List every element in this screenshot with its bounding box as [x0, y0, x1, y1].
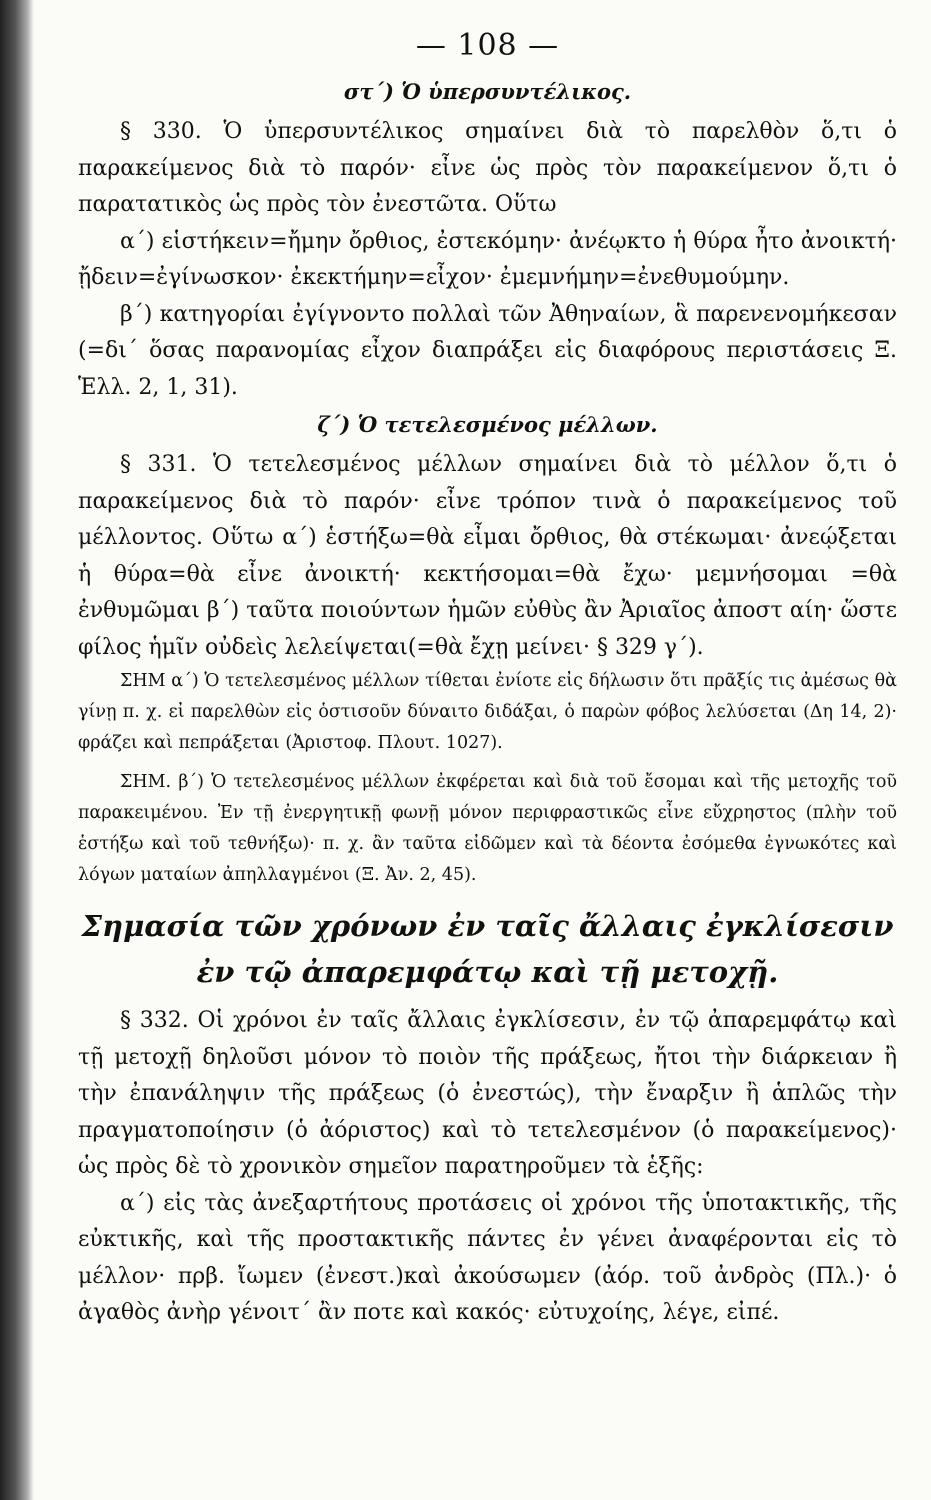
note-alpha: ΣΗΜ α΄) Ὁ τετελεσμένος μέλλων τίθεται ἐνίοτε εἰς δήλωσιν ὅτι πρᾶξίς τις ἀμέσως θὰ γίνῃ π. χ. εἰ παρελθὼν εἰς ὁστισοῦν δύναιτο διδάξαι, ὁ παρὼν φόβος λελύσεται (Δη 14, 2)· φράζει καὶ πεπράξεται (Ἀριστοφ. Πλουτ. 1027). [78, 671, 897, 753]
book-spine-shadow [0, 0, 34, 1500]
note-beta: ΣΗΜ. β΄) Ὁ τετελεσμένος μέλλων ἐκφέρεται καὶ διὰ τοῦ ἔσομαι καὶ τῆς μετοχῆς τοῦ παρακειμένου. Ἐν τῇ ἐνεργητικῇ φωνῇ μόνον περιφραστικῶς εἶνε εὔχρηστος (πλὴν τοῦ ἑστήξω καὶ τοῦ τεθνήξω)· π. χ. ἂν ταῦτα εἰδῶμεν καὶ τὰ δέοντα ἐσόμεθα ἐγνωκότες καὶ λόγων ματαίων ἀπηλλαγμένοι (Ξ. Ἀν. 2, 45). [78, 772, 897, 885]
section-heading-future-perfect: ζ΄) Ὁ τετελεσμένος μέλλων. [317, 412, 658, 437]
major-title [78, 903, 897, 995]
page-number: — 108 — [415, 28, 560, 63]
major-title-line-2: ἐν τῷ ἀπαρεμφάτῳ καὶ τῇ μετοχῇ. [196, 955, 779, 989]
paragraph-330-alpha: α΄) εἱστήκειν=ἤμην ὄρθιος, ἐστεκόμην· ἀνέῳκτο ἡ θύρα ἦτο ἀνοικτή· ᾔδειν=ἐγίνωσκον· ἐκεκτήμην=εἶχον· ἐμεμνήμην=ἐνεθυμούμην. [78, 228, 897, 290]
paragraph-331: § 331. Ὁ τετελεσμένος μέλλων σημαίνει διὰ τὸ μέλλον ὅ,τι ὁ παρακείμενος διὰ τὸ παρόν· εἶνε τρόπον τινὰ ὁ παρακείμενος τοῦ μέλλοντος. Οὕτω α΄) ἑστήξω=θὰ εἶμαι ὄρθιος, θὰ στέκωμαι· ἀνεῴξεται ἡ θύρα=θὰ εἶνε ἀνοικτή· κεκτήσομαι=θὰ ἔχω· μεμνήσομαι =θὰ ἐνθυμῶμαι β΄) ταῦτα ποιούντων ἡμῶν εὐθὺς ἂν Ἀριαῖος ἀποστ αίη· ὥστε φίλος ἡμῖν οὐδεὶς λελείψεται(=θὰ ἔχῃ μείνει· § 329 γ΄). [78, 452, 897, 660]
section-heading-pluperfect: στ΄) Ὁ ὑπερσυντέλικος. [343, 79, 632, 104]
paragraph-332-alpha: α΄) εἰς τὰς ἀνεξαρτήτους προτάσεις οἱ χρόνοι τῆς ὑποτακτικῆς, τῆς εὐκτικῆς, καὶ τῆς προστακτικῆς πάντες ἐν γένει ἀναφέρονται εἰς τὸ μέλλον· πρβ. ἴωμεν (ἐνεστ.)καὶ ἀκούσωμεν (ἀόρ. τοῦ ἀνδρὸς (Πλ.)· ὁ ἀγαθὸς ἀνὴρ γένοιτ΄ ἂν ποτε καὶ κακός· εὐτυχοίης, λέγε, εἰπέ. [78, 1190, 897, 1325]
major-title-line-1: Σημασία τῶν χρόνων ἐν ταῖς ἄλλαις ἐγκλίσεσιν [81, 909, 894, 943]
paragraph-330: § 330. Ὁ ὑπερσυντέλικος σημαίνει διὰ τὸ παρελθὸν ὅ,τι ὁ παρακείμενος διὰ τὸ παρόν· εἶνε ὡς πρὸς τὸν παρακείμενον ὅ,τι ὁ παρατατικὸς ὡς πρὸς τὸν ἐνεστῶτα. Οὕτω [78, 119, 897, 217]
paragraph-330-beta: β΄) κατηγορίαι ἐγίγνοντο πολλαὶ τῶν Ἀθηναίων, ἃ παρενενομήκεσαν (=δι΄ ὅσας παρανομίας εἶχον διαπράξει εἰς διαφόρους περιστάσεις Ξ. Ἑλλ. 2, 1, 31). [78, 301, 897, 400]
paragraph-332: § 332. Οἱ χρόνοι ἐν ταῖς ἄλλαις ἐγκλίσεσιν, ἐν τῷ ἀπαρεμφάτῳ καὶ τῇ μετοχῇ δηλοῦσι μόνον τὸ ποιὸν τῆς πράξεως, ἤτοι τὴν διάρκειαν ἢ τὴν ἐπανάληψιν τῆς πράξεως (ὁ ἐνεστώς), τὴν ἔναρξιν ἢ ἁπλῶς τὴν πραγματοποίησιν (ὁ ἀόριστος) καὶ τὸ τετελεσμένον (ὁ παρακείμενος)· ὡς πρὸς δὲ τὸ χρονικὸν σημεῖον παρατηροῦμεν τὰ ἑξῆς: [78, 1008, 897, 1179]
